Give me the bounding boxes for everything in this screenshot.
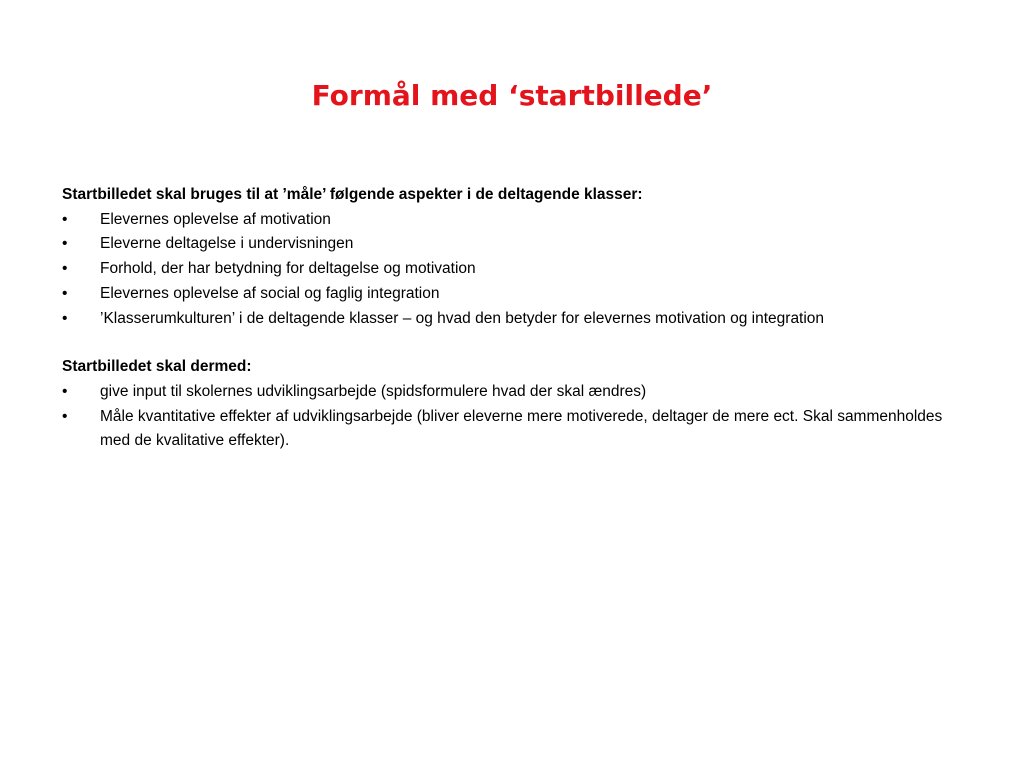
bullet-icon: •: [62, 235, 68, 253]
list-item: [62, 307, 962, 332]
list-item: [62, 232, 962, 257]
slide-title: Formål med ‘startbillede’: [311, 79, 713, 112]
section-heading-purpose: Startbilledet skal dermed:: [62, 358, 252, 376]
list-item: [62, 380, 962, 405]
list-item: [62, 257, 962, 282]
bullet-icon: •: [62, 407, 68, 425]
bullet-icon: •: [62, 260, 68, 278]
section-spacer: [62, 331, 962, 355]
list-item-text: Eleverne deltagelse i undervisningen: [100, 235, 354, 253]
list-item: [62, 208, 962, 233]
list-item-text: Elevernes oplevelse af motivation: [100, 210, 331, 228]
bullet-icon: •: [62, 284, 68, 302]
bullet-icon: •: [62, 210, 68, 228]
list-item: [62, 405, 962, 454]
list-item-text: give input til skolernes udviklingsarbejde (spidsformulere hvad der skal ændres): [100, 382, 647, 400]
list-item-text: Forhold, der har betydning for deltagelse og motivation: [100, 260, 476, 278]
list-item: [62, 282, 962, 307]
list-item-text: Måle kvantitative effekter af udviklingsarbejde (bliver eleverne mere motiverede, deltager de mere ect. Skal sammenholdes med de kvalitative effekter).: [100, 407, 943, 450]
bullet-icon: •: [62, 382, 68, 400]
section-heading-aspects: Startbilledet skal bruges til at ’måle’ følgende aspekter i de deltagende klasser:: [62, 186, 643, 203]
slide-content: [62, 183, 962, 454]
bullet-icon: •: [62, 309, 68, 327]
list-item-text: ’Klasserumkulturen’ i de deltagende klasser – og hvad den betyder for elevernes motivation og integration: [100, 309, 825, 327]
purpose-list: [62, 380, 962, 454]
aspects-list: [62, 208, 962, 332]
list-item-text: Elevernes oplevelse af social og faglig integration: [100, 284, 440, 302]
